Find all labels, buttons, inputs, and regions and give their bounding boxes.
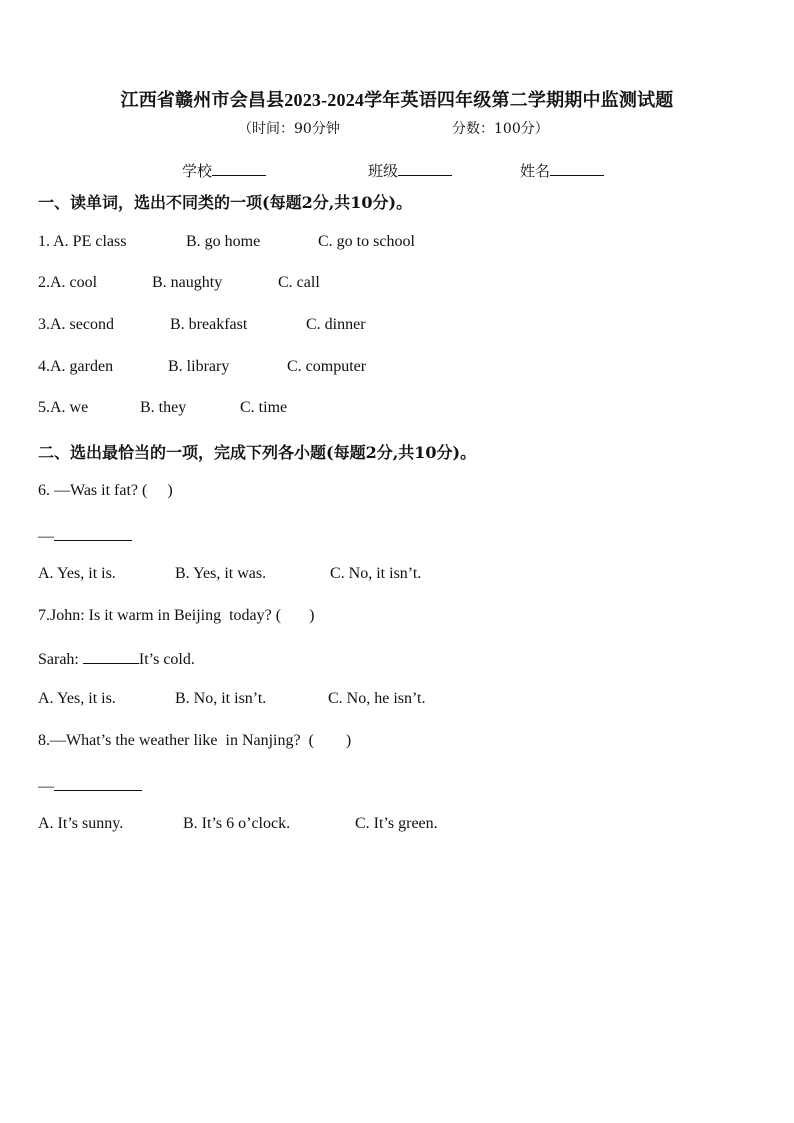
q6-dash: —	[38, 528, 54, 545]
q6-option-c: C. No, it isn’t.	[330, 565, 422, 582]
q6-question: 6. —Was it fat? ( )	[38, 482, 173, 499]
q6-option-a: A. Yes, it is.	[38, 565, 116, 582]
q6-option-b: B. Yes, it was.	[175, 565, 267, 582]
section1-heading: 一、读单词，选出不同类的一项(每题2分,共10分)。	[38, 193, 413, 212]
q3-option-a: 3.A. second	[38, 316, 114, 333]
q7-question: 7.John: Is it warm in Beijing today? ( )	[38, 607, 315, 624]
q2-option-b: B. naughty	[152, 274, 223, 291]
q7-option-c: C. No, he isn’t.	[328, 690, 426, 707]
q6-answer-blank[interactable]	[54, 524, 132, 541]
q1-option-c: C. go to school	[318, 233, 415, 250]
q4-option-b: B. library	[168, 358, 230, 375]
q8-option-a: A. It’s sunny.	[38, 815, 124, 832]
q8-answer-blank[interactable]	[54, 774, 142, 791]
name-blank[interactable]	[550, 160, 604, 176]
q8-option-b: B. It’s 6 o’clock.	[183, 815, 291, 832]
class-field	[368, 160, 452, 181]
school-field	[182, 160, 266, 181]
q2-option-a: 2.A. cool	[38, 274, 98, 291]
q7-answer-blank[interactable]	[83, 649, 139, 664]
name-field	[520, 160, 604, 181]
name-label: 姓名	[520, 162, 551, 180]
q4-option-c: C. computer	[287, 358, 367, 375]
q1-option-b: B. go home	[186, 233, 261, 250]
q3-option-c: C. dinner	[306, 316, 366, 333]
q2-option-c: C. call	[278, 274, 320, 291]
q7-sarah-suffix: It’s cold.	[138, 651, 195, 668]
q6-answer-line	[38, 524, 132, 546]
school-blank[interactable]	[212, 160, 266, 176]
exam-title: 江西省赣州市会昌县2023-2024学年英语四年级第二学期期中监测试题	[120, 90, 674, 110]
q8-question: 8.—What’s the weather like in Nanjing? ( )	[38, 732, 352, 749]
q5-option-b: B. they	[140, 399, 187, 416]
q8-option-c: C. It’s green.	[355, 815, 438, 832]
section2-heading: 二、选出最恰当的一项，完成下列各小题(每题2分,共10分)。	[38, 443, 477, 462]
exam-time: （时间：90分钟	[238, 121, 340, 137]
q8-dash: —	[38, 778, 54, 795]
school-label: 学校	[182, 162, 213, 180]
q7-sarah-line	[38, 649, 195, 669]
exam-score: 分数：100分）	[452, 121, 549, 137]
q5-option-a: 5.A. we	[38, 399, 89, 416]
q5-option-c: C. time	[240, 399, 288, 416]
q7-option-a: A. Yes, it is.	[38, 690, 116, 707]
q7-sarah-prefix: Sarah:	[38, 651, 83, 668]
q3-option-b: B. breakfast	[170, 316, 248, 333]
q7-option-b: B. No, it isn’t.	[175, 690, 267, 707]
q1-option-a: 1. A. PE class	[38, 233, 127, 250]
q4-option-a: 4.A. garden	[38, 358, 114, 375]
class-label: 班级	[368, 162, 399, 180]
q8-answer-line	[38, 774, 142, 796]
class-blank[interactable]	[398, 160, 452, 176]
